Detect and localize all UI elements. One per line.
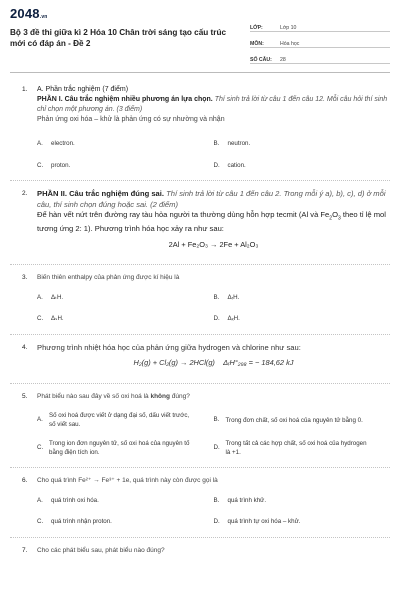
question-number: 4. <box>22 343 28 351</box>
question-stem: Phát biểu nào sau đây về số oxi hoá là không đúng? <box>37 392 190 400</box>
question-stem: Cho quá trình Fe²⁺ → Fe³⁺ + 1e, quá trình này còn được gọi là <box>37 477 218 485</box>
thermo-equation: H₂(g) + Cl₂(g) → 2HCl(g) ΔᵣH°₂₉₈ = − 184,62 kJ <box>133 358 294 368</box>
reaction-equation: 2Al + Fe₂O₃ → 2Fe + Al₂O₃ <box>168 239 259 249</box>
option-a[interactable]: A. Số oxi hoá được viết ở dạng đại số, dấu viết trước, số viết sau. <box>37 412 190 429</box>
meta-count-value: 28 <box>280 57 286 63</box>
question-stem: Để hàn vết nứt trên đường ray tàu hỏa người ta thường dùng hỗn hợp tecmit (Al và $Fe_2O_3$ theo tỉ lệ mol tương ứng 2: 1). Phương trình hóa học xảy ra như sau: <box>37 210 386 234</box>
header-left <box>10 6 235 64</box>
meta-class-key: LỚP: <box>250 25 263 31</box>
question-stem: Phản ứng oxi hóa – khử là phản ứng có sự nhường và nhận <box>37 116 225 123</box>
option-c[interactable]: C. quá trình nhận proton. <box>37 518 112 526</box>
question-number: 6. <box>22 477 28 485</box>
option-d[interactable]: D. quá trình tự oxi hóa – khử. <box>213 518 301 526</box>
option-c[interactable]: C. Trong ion đơn nguyên tử, số oxi hoá của nguyên tố bằng điện tích ion. <box>37 440 190 457</box>
option-b[interactable]: B. quá trình khử. <box>213 496 267 504</box>
option-a[interactable]: A. electron. <box>37 140 75 147</box>
part-note: Thí sinh trả lời từ câu 1 đến câu 12. Mỗi câu hỏi thí sinh chỉ chọn một phương án. (3 điểm) <box>37 96 388 113</box>
question-4 <box>10 343 390 373</box>
question-7 <box>10 546 390 556</box>
option-c[interactable]: C. proton. <box>37 161 71 169</box>
option-d[interactable]: D. Trong tất cả các hợp chất, số oxi hoá của hydrogen là +1. <box>213 440 367 457</box>
divider <box>10 334 390 335</box>
meta-count <box>250 48 390 64</box>
meta-class <box>250 16 390 32</box>
divider <box>10 383 390 384</box>
meta-class-value: Lớp 10 <box>280 25 297 31</box>
option-d[interactable]: D. cation. <box>213 161 246 169</box>
part-label: PHẦN II. Câu trắc nghiệm đúng sai. <box>37 189 165 198</box>
question-2 <box>10 189 390 254</box>
document-header <box>10 6 390 73</box>
meta-subject-key: MÔN: <box>250 41 264 47</box>
question-number: 5. <box>22 392 28 400</box>
section-heading: A. Phần trắc nghiệm (7 điểm) <box>37 86 129 93</box>
question-number: 3. <box>22 274 28 282</box>
option-d[interactable]: D. ΔₓH. <box>213 315 240 323</box>
option-b[interactable]: B. neutron. <box>213 140 251 147</box>
meta-count-key: SỐ CÂU: <box>250 57 272 63</box>
document-title: Bộ 3 đề thi giữa kì 2 Hóa 10 Chân trời sáng tạo cấu trúc mới có đáp án - Đề 2 <box>10 28 227 48</box>
option-b[interactable]: B. ΔᵣH. <box>213 293 240 301</box>
meta-subject <box>250 32 390 48</box>
option-b[interactable]: B. Trong đơn chất, số oxi hoá của nguyên tử bằng 0. <box>213 416 363 424</box>
question-5 <box>10 392 390 458</box>
question-number: 1. <box>22 86 28 93</box>
header-meta <box>250 6 390 64</box>
option-a[interactable]: A. ΔₜH. <box>37 293 64 301</box>
question-number: 7. <box>22 546 28 554</box>
question-stem: Biến thiên enthalpy của phản ứng được kí hiệu là <box>37 274 180 282</box>
divider <box>10 537 390 538</box>
option-c[interactable]: C. ΔₛH. <box>37 315 64 323</box>
divider <box>10 467 390 468</box>
question-number: 2. <box>22 190 28 197</box>
part-note: Thí sinh trả lời từ câu 1 đến câu 2. Trong mỗi ý a), b), c), d) ở mỗi câu, thí sinh chọn đúng hoặc sai. (2 điểm) <box>37 189 386 209</box>
part-label: PHẦN I. Câu trắc nghiệm nhiều phương án lựa chọn. <box>37 96 213 103</box>
meta-subject-value: Hóa học <box>280 41 300 47</box>
question-stem: Phương trình nhiệt hóa học của phản ứng giữa hydrogen và chlorine như sau: <box>37 342 301 352</box>
question-3 <box>10 273 390 324</box>
divider <box>10 264 390 265</box>
divider <box>10 180 390 181</box>
option-a[interactable]: A. quá trình oxi hóa. <box>37 496 99 504</box>
question-6 <box>10 476 390 527</box>
question-stem: Cho các phát biểu sau, phát biểu nào đúng? <box>37 546 165 554</box>
site-logo[interactable]: 2048.vn <box>10 6 48 21</box>
question-1 <box>10 85 390 170</box>
